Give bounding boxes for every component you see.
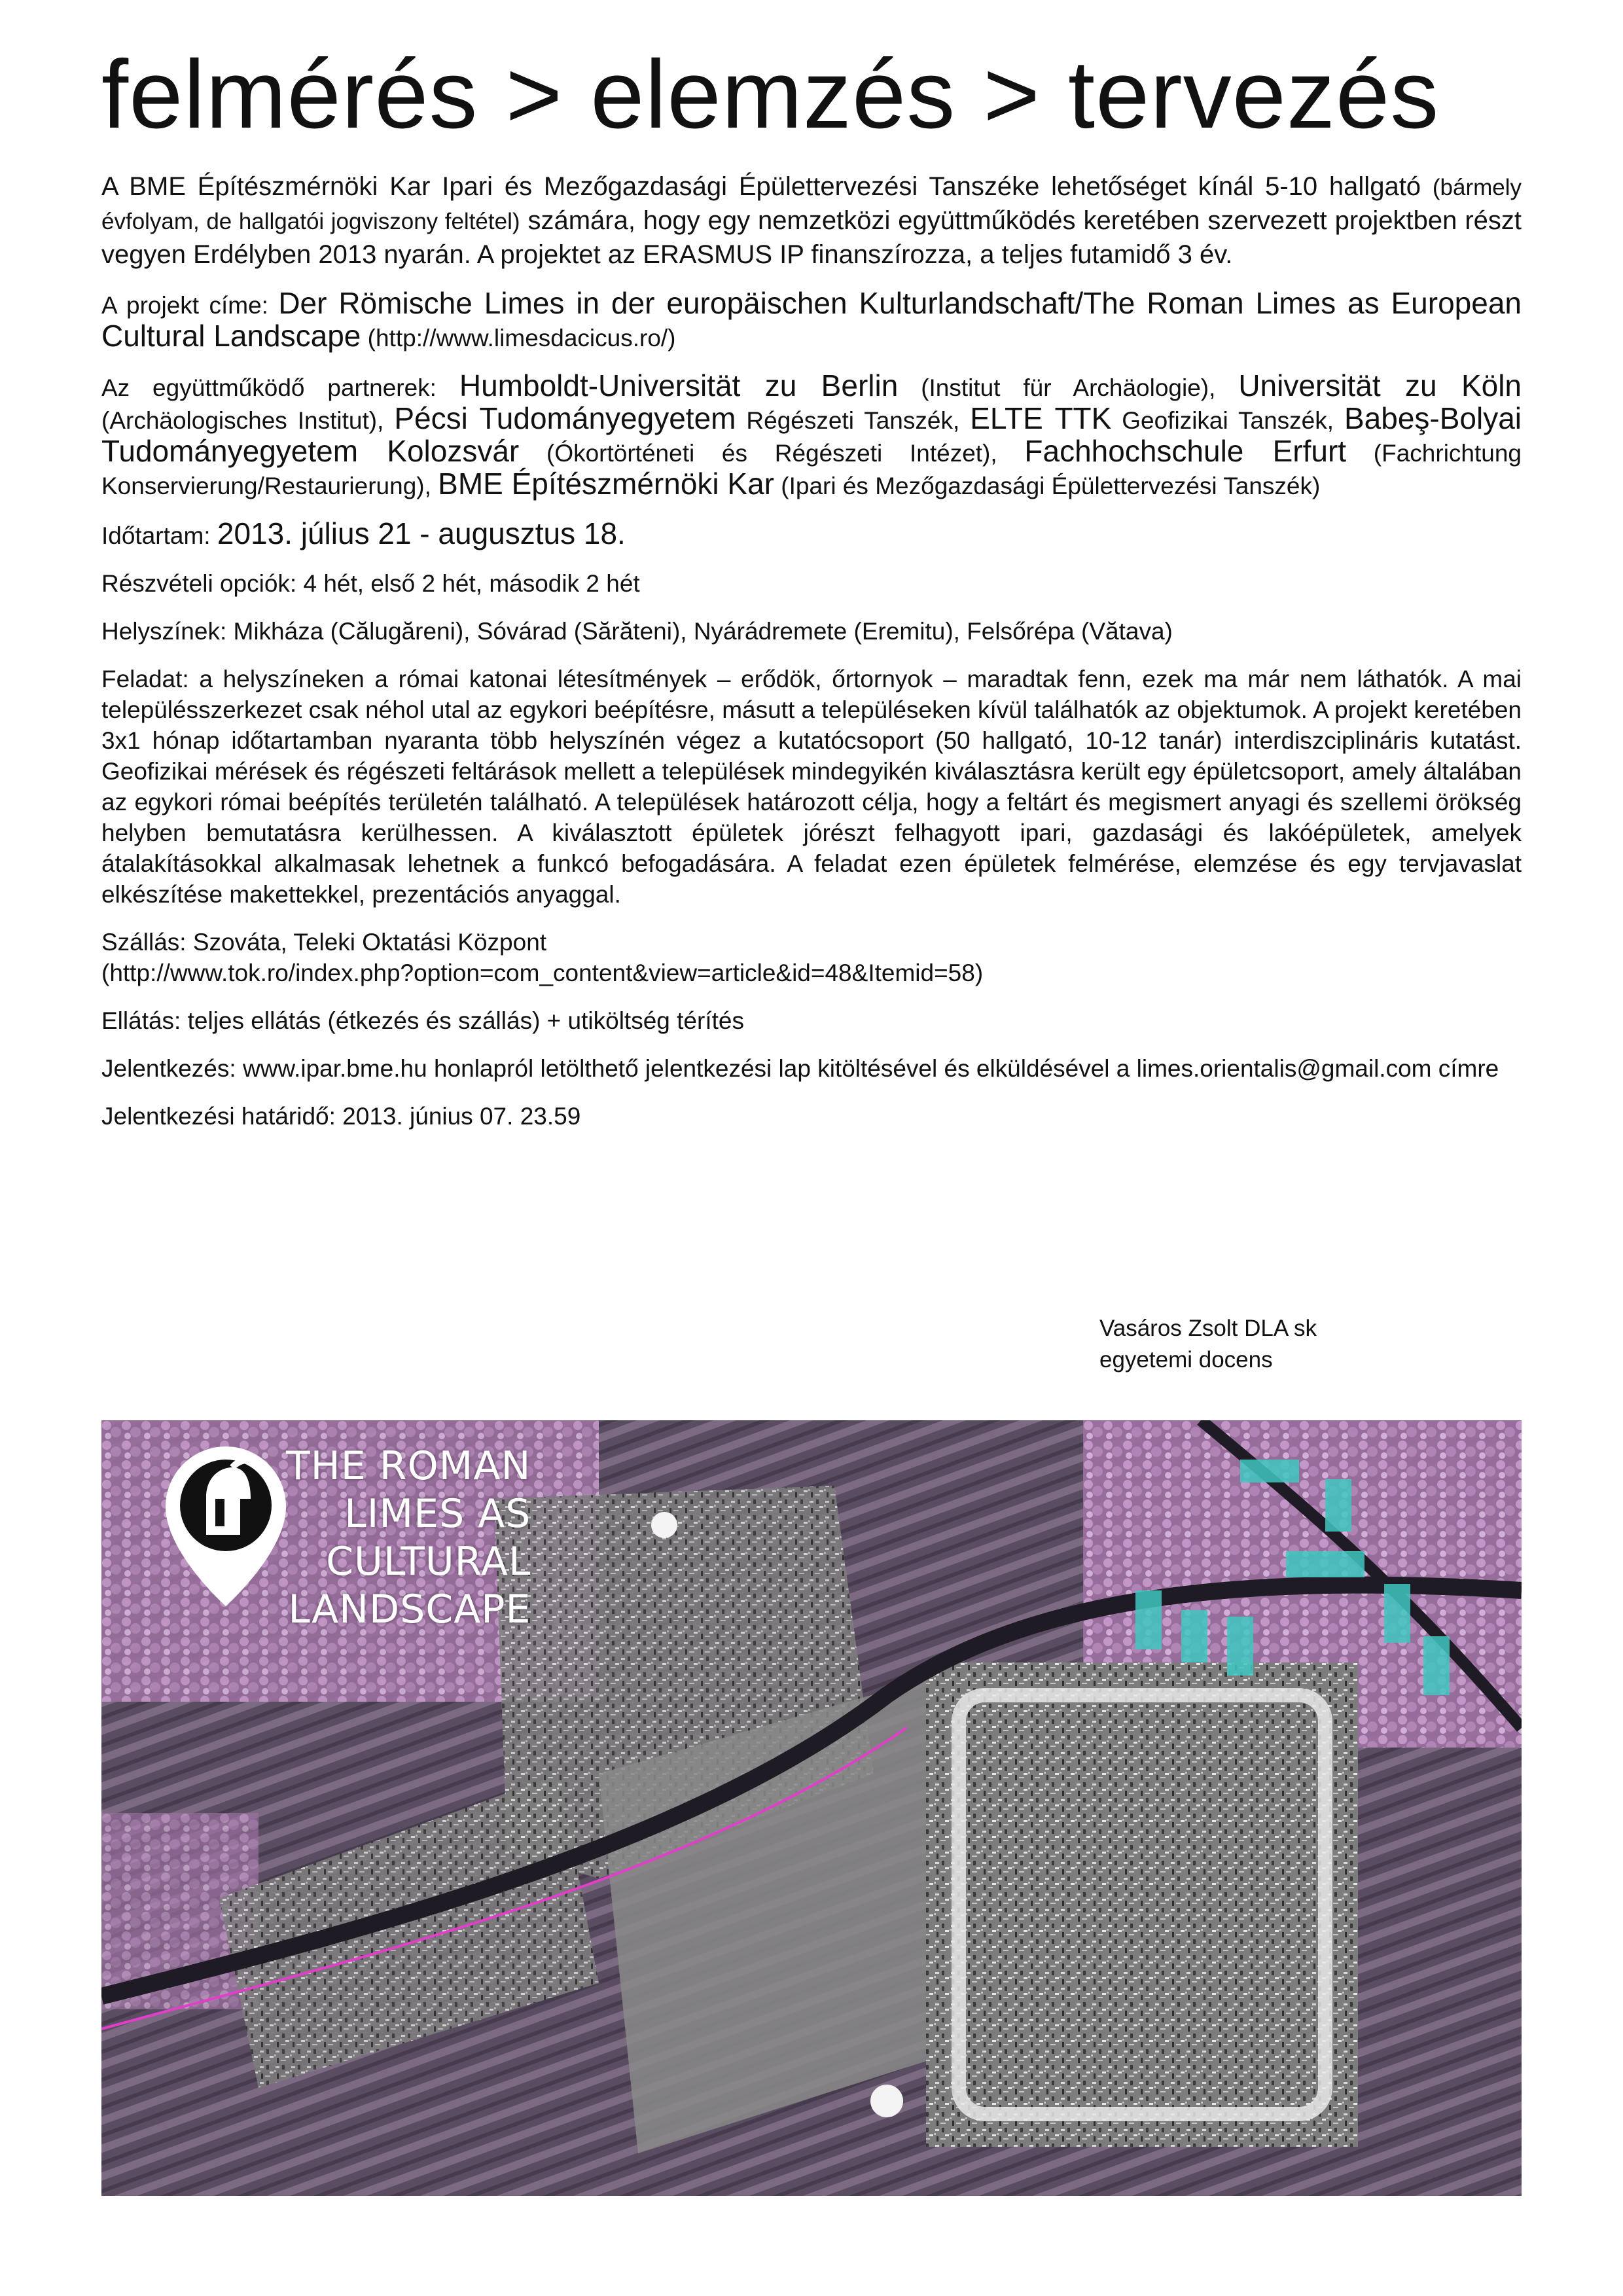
project-title-paragraph <box>101 288 1522 353</box>
intro-text-2: (bármely évfolyam, de hallgatói jogviszony feltétel) <box>101 175 1522 234</box>
intro-paragraph <box>101 170 1522 271</box>
partner-5-detail: (Ókortörténeti és Régészeti Intézet), <box>546 440 997 467</box>
intro-text-3: számára, hogy egy nemzetközi együttműködés keretében szervezett projektben részt vegyen Erdélyben 2013 nyarán. A projektet az ERASMUS IP finanszírozza, a teljes futamidő 3 év. <box>101 206 1522 269</box>
aerial-geophysics-image <box>101 1420 1522 2196</box>
partner-2-detail: (Archäologisches Institut), <box>101 407 384 434</box>
signature-name: Vasáros Zsolt DLA sk <box>1099 1316 1317 1341</box>
partner-4: ELTE TTK <box>970 401 1112 435</box>
partner-6-detail: (Fachrichtung Konservierung/Restaurierung), <box>101 440 1522 499</box>
partner-6: Fachhochschule Erfurt <box>1024 434 1347 468</box>
apply-paragraph: Jelentkezés: www.ipar.bme.hu honlapról letölthető jelentkezési lap kitöltésével és elküldésével a limes.orientalis@gmail.com címre <box>101 1055 1499 1082</box>
duration-paragraph <box>101 518 1522 551</box>
lodging-line-2: (http://www.tok.ro/index.php?option=com_content&view=article&id=48&Itemid=58) <box>101 960 984 986</box>
project-url: (http://www.limesdacicus.ro/) <box>367 325 676 351</box>
partners-label: Az együttműködő partnerek: <box>101 374 437 401</box>
project-title: Der Römische Limes in der europäischen Kulturlandschaft/The Roman Limes as European Cultural Landscape <box>101 286 1522 353</box>
partners-paragraph <box>101 370 1522 501</box>
partner-1: Humboldt-Universität zu Berlin <box>459 368 899 403</box>
signature-role: egyetemi docens <box>1099 1347 1273 1372</box>
lodging-paragraph <box>101 927 1522 988</box>
duration-label: Időtartam: <box>101 522 211 549</box>
logo-line-1: THE ROMAN <box>286 1443 531 1489</box>
logo-line-3: CULTURAL <box>326 1539 531 1585</box>
logo-wordmark <box>286 1443 531 1634</box>
lodging-line-1: Szállás: Szováta, Teleki Oktatási Központ <box>101 929 547 956</box>
partner-7: BME Építészmérnöki Kar <box>438 467 774 501</box>
task-paragraph: Feladat: a helyszíneken a római katonai létesítmények – erődök, őrtornyok – maradtak fenn, ezek ma már nem láthatók. A mai településszerkezet csak néhol utal az egykori beépítésre, másutt a településeken kívül találhatók az objektumok. A projekt keretében 3x1 hónap időtartamban nyaranta több helyszínén végez a kutatócsoport (50 hallgató, 10-12 tanár) interdiszciplináris kutatást. Geofizikai mérések és régészeti feltárások mellett a települések mindegyikén kiválasztásra került egy épületcsoport, amely általában az egykori római beépítés területén található. A települések határozott célja, hogy a feltárt és megismert anyagi és szellemi örökség helyben bemutatásra kerülhessen. A kiválasztott épületek jórészt felhagyott ipari, gazdasági és lakóépületek, amelyek átalakításokkal alkalmasak lehetnek a funkcó befogadására. A feladat ezen épületek felmérése, elemzése és egy tervjavaslat elkészítése makettekkel, prezentációs anyaggal. <box>101 666 1522 908</box>
partner-1-detail: (Institut für Archäologie), <box>921 374 1216 401</box>
partner-3: Pécsi Tudományegyetem <box>394 401 736 435</box>
partner-3-detail: Régészeti Tanszék, <box>746 407 960 434</box>
logo-line-4: LANDSCAPE <box>288 1587 531 1632</box>
deadline-paragraph: Jelentkezési határidő: 2013. június 07. 23.59 <box>101 1103 581 1130</box>
poster-text <box>101 39 1522 1149</box>
partner-2: Universität zu Köln <box>1238 368 1522 403</box>
page-title: felmérés > elemzés > tervezés <box>101 41 1440 149</box>
partner-7-detail: (Ipari és Mezőgazdasági Épülettervezési Tanszék) <box>781 473 1321 499</box>
project-label: A projekt címe: <box>101 292 268 319</box>
board-paragraph: Ellátás: teljes ellátás (étkezés és szállás) + utiköltség térítés <box>101 1007 744 1034</box>
logo-line-2: LIMES AS <box>344 1491 531 1537</box>
options-paragraph: Részvételi opciók: 4 hét, első 2 hét, második 2 hét <box>101 570 640 597</box>
partner-4-detail: Geofizikai Tanszék, <box>1122 407 1334 434</box>
intro-text-1: A BME Építészmérnöki Kar Ipari és Mezőgazdasági Épülettervezési Tanszéke lehetőséget kínál 5-10 hallgató <box>101 172 1421 201</box>
signature <box>1099 1313 1317 1376</box>
locations-paragraph: Helyszínek: Mikháza (Călugăreni), Sóvárad (Sărăteni), Nyárádremete (Eremitu), Felsőrépa (Vătava) <box>101 618 1173 645</box>
duration-value: 2013. július 21 - augusztus 18. <box>217 516 626 550</box>
partner-5: Babeş-Bolyai Tudományegyetem Kolozsvár <box>101 401 1522 468</box>
